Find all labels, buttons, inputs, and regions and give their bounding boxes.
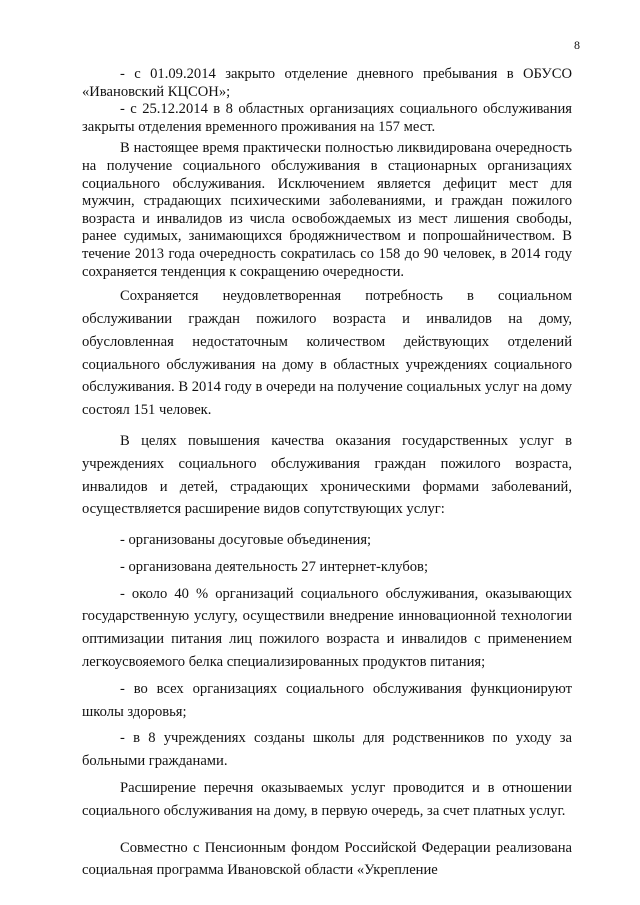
list-item-relatives-schools: - в 8 учреждениях созданы школы для родственников по уходу за больными гражданами.: [82, 730, 572, 770]
document-body: [82, 66, 572, 882]
list-item-health-schools: - во всех организациях социального обслуживания функционируют школы здоровья;: [82, 680, 572, 720]
page-number: 8: [574, 38, 580, 52]
list-item-leisure: - организованы досуговые объединения;: [120, 532, 372, 549]
paragraph-pension-fund-program: Совместно с Пенсионным фондом Российской Федерации реализована социальная программа Ивановской области «Укрепление: [82, 839, 572, 879]
paragraph-quality-improvement: В целях повышения качества оказания государственных услуг в учреждениях социального обслуживания граждан пожилого возраста, инвалидов и детей, страдающих хроническими формами заболеваний, осуществляется расширение видов сопутствующих услуг:: [82, 432, 572, 518]
list-item-nutrition: - около 40 % организаций социального обслуживания, оказывающих государственную услугу, осуществили внедрение инновационной технологии оптимизации питания лиц пожилого возраста и инвалидов с применением легкоусвояемого белка специализированных продуктов питания;: [82, 585, 572, 671]
list-item-internet-clubs: - организована деятельность 27 интернет-клубов;: [120, 558, 428, 575]
paragraph-closed-temporary-residence: - с 25.12.2014 в 8 областных организациях социального обслуживания закрыты отделения временного проживания на 157 мест.: [82, 101, 572, 135]
paragraph-home-service-need: Сохраняется неудовлетворенная потребность в социальном обслуживании граждан пожилого возраста и инвалидов на дому, обусловленная недостаточным количеством действующих отделений социального обслуживания на дому в областных учреждениях социального обслуживания. В 2014 году в очереди на получение социальных услуг на дому состоял 151 человек.: [82, 288, 572, 419]
paragraph-queue-stationary: В настоящее время практически полностью ликвидирована очередность на получение социального обслуживания в стационарных организациях социального обслуживания. Исключением является дефицит мест для мужчин, страдающих психическими заболеваниями, и граждан пожилого возраста и инвалидов из числа освобождаемых из мест лишения свободы, ранее судимых, занимающихся бродяжничеством и попрошайничеством. В течение 2013 года очередность сократилась со 158 до 90 человек, в 2014 году сохраняется тенденция к сокращению очередности.: [82, 140, 572, 280]
paragraph-closed-day-department: - с 01.09.2014 закрыто отделение дневного пребывания в ОБУСО «Ивановский КЦСОН»;: [82, 66, 572, 100]
paragraph-home-services-expansion: Расширение перечня оказываемых услуг проводится и в отношении социального обслуживания на дому, в первую очередь, за счет платных услуг.: [82, 780, 572, 819]
